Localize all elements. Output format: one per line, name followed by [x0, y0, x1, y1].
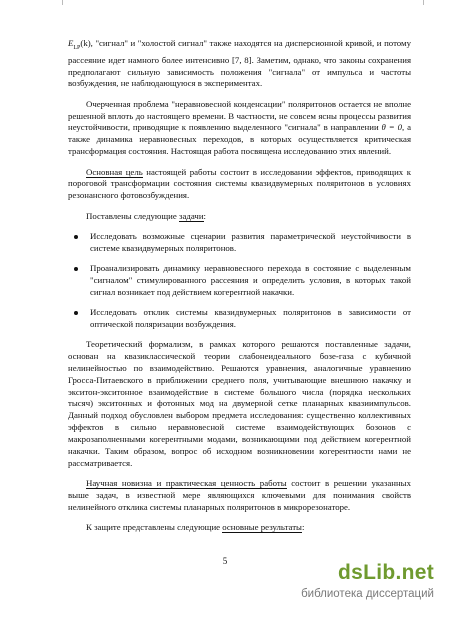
paragraph-goal	[68, 167, 411, 203]
paragraph-2	[68, 99, 411, 159]
goal-highlight: Основная цель	[86, 166, 143, 177]
paragraph-1	[68, 38, 411, 90]
page-number: 5	[222, 556, 228, 566]
energy-symbol: E	[68, 38, 74, 48]
energy-subscript: LP	[73, 44, 81, 51]
watermark-logo: dsLib.net	[337, 561, 434, 584]
tasks-intro-text: Поставлены следующие	[86, 210, 179, 221]
paragraph-1-text: (k), "сигнал" и "холостой сигнал" также находятся на дисперсионной кривой, и потому рассеяние идет намного более интенсивно [7, 8]. Заметим, однако, что законы сохранения предполагают сильную зависимость положения "сигнала" от импульса и частоты возбуждения, не наблюдающуюся в экспериментах.	[68, 38, 411, 89]
tasks-highlight: задачи	[179, 210, 204, 221]
top-border-fragment	[62, 0, 424, 5]
paragraph-2-text-b: , а также динамика неравновесных переходов, в которых осуществляется критическая трансформация состояния. Настоящая работа посвящена исследованию этих явлений.	[68, 122, 411, 157]
tasks-list	[68, 231, 411, 331]
list-item: Исследовать отклик системы квазидвумерных поляритонов в зависимости от оптической поляризации возбуждения.	[68, 307, 411, 331]
novelty-text: состоит в решении указанных выше задач, в известной мере являющихся ключевыми для понимания свойств нелинейного отклика системы планарных поляритонов в микрорезонаторе.	[68, 478, 411, 513]
body-text	[68, 38, 411, 542]
novelty-highlight: Научная новизна и практическая ценность работы	[86, 478, 287, 489]
results-colon: :	[301, 522, 305, 533]
theta-formula: θ = 0	[381, 122, 402, 133]
results-text: К защите представлены следующие	[86, 522, 223, 533]
paragraph-novelty	[68, 478, 411, 514]
paragraph-theory: Теоретический формализм, в рамках которого решаются поставленные задачи, основан на квазиклассической теории слабонеидеального бозе-газа с кубичной нелинейностью по взаимодействию. Решаются уравнения, аналогичные уравнению Гросса-Питаевского в приближении среднего поля, учитывающие внешнюю накачку и экситон-экситонное взаимодействие в системе большого числа (порядка нескольких тысяч) экситонных и фотонных мод на двумерной сетке планарных квазиимпульсов. Данный подход обусловлен выбором предмета исследования: существенно коллективных эффектов в сильно неравновесной системе взаимодействующих бозонов с макрозаполненными когерентными модами, возникающими под действием когерентной накачки. Таким образом, вопрос об исходном возникновении когерентности нами не рассматривается.	[68, 338, 411, 469]
list-item: Исследовать возможные сценарии развития параметрической неустойчивости в системе квазидвумерных поляритонов.	[68, 231, 411, 255]
results-highlight: основные результаты	[222, 522, 302, 533]
paragraph-results	[68, 522, 411, 534]
goal-text: настоящей работы состоит в исследовании эффектов, приводящих к пороговой трансформации состояния системы квазидвумерных поляритонов в условиях резонансного фотовозбуждения.	[68, 166, 411, 201]
list-item: Проанализировать динамику неравновесного перехода в состояние с выделенным "сигналом" стимулированного рассеяния и определить условия, в которых такой сигнал возникает под действием когерентной накачки.	[68, 263, 411, 299]
watermark	[284, 561, 436, 607]
tasks-intro	[68, 211, 411, 223]
tasks-colon: :	[203, 210, 206, 221]
paragraph-2-text-a: Очерченная проблема "неравновесной конденсации" поляритонов остается не вполне решенной вплоть до настоящего времени. В частности, не совсем ясны процессы развития неустойчивости, приводящие к появлению выделенного "сигнала" в направлении	[68, 98, 411, 133]
watermark-subtitle: библиотека диссертаций	[301, 588, 434, 600]
